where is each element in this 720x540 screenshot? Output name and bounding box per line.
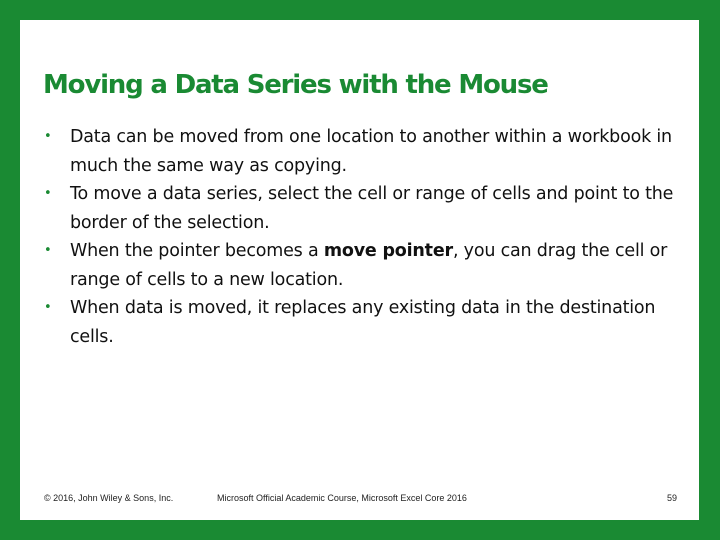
- bullet-icon: •: [44, 186, 52, 201]
- slide: [20, 20, 699, 520]
- bullet-text: To move a data series, select the cell or range of cells and point to the border of the selection.: [70, 184, 674, 233]
- bullet-list: [44, 123, 694, 351]
- bullet-item: [44, 294, 694, 351]
- bullet-text-post: , you can drag the cell or range of cells to a new location.: [70, 241, 668, 290]
- bullet-text-bold-term: move pointer: [323, 241, 453, 261]
- footer-course: Microsoft Official Academic Course, Microsoft Excel Core 2016: [217, 493, 467, 503]
- bullet-icon: •: [44, 300, 52, 315]
- bullet-text: Data can be moved from one location to another within a workbook in much the same way as copying.: [70, 127, 672, 176]
- slide-title: Moving a Data Series with the Mouse: [43, 70, 548, 100]
- bullet-icon: •: [44, 129, 52, 144]
- bullet-text: When data is moved, it replaces any existing data in the destination cells.: [70, 298, 656, 347]
- footer-page-number: 59: [666, 493, 677, 503]
- bullet-icon: •: [44, 243, 52, 258]
- bullet-item: [44, 180, 694, 237]
- bullet-item: [44, 237, 694, 294]
- footer-copyright: © 2016, John Wiley & Sons, Inc.: [44, 493, 174, 503]
- bullet-item: [44, 123, 694, 180]
- bullet-text-pre: When the pointer becomes a: [70, 241, 324, 261]
